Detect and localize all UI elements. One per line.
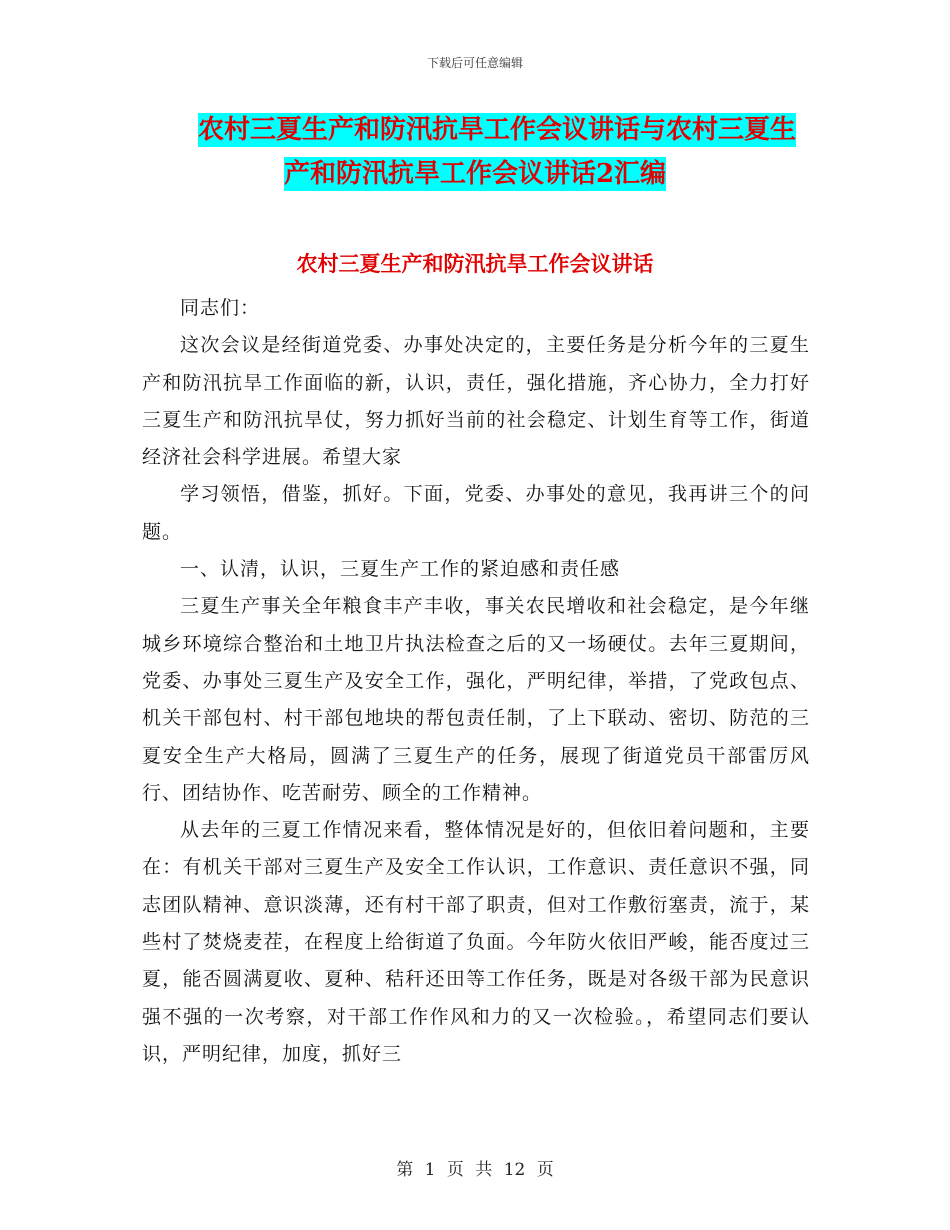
paragraph: 同志们： [180, 297, 261, 319]
document-title-text-2: 产和防汛抗旱工作会议讲话2汇编 [283, 159, 667, 189]
paragraph: 学习领悟，借鉴，抓好。下面，党委、办事处的意见，我再讲三个的问题。 [142, 483, 810, 543]
paragraph: 从去年的三夏工作情况来看，整体情况是好的，但依旧着问题和，主要在：有机关干部对三夏生产及安全工作认识，工作意识、责任意识不强，同志团队精神、意识淡薄，还有村干部了职责，但对工作敷衍塞责，流于，某些村了焚烧麦茬，在程度上给街道了负面。今年防火依旧严峻，能否度过三夏，能否圆满夏收、夏种、秸秆还田等工作任务，既是对各级干部为民意识强不强的一次考察，对干部工作作风和力的又一次检验。，希望同志们要认识，严明纪律，加度，抓好三 [142, 819, 810, 1065]
paragraph: 三夏生产事关全年粮食丰产丰收，事关农民增收和社会稳定，是今年继城乡环境综合整治和土地卫片执法检查之后的又一场硬仗。去年三夏期间，党委、办事处三夏生产及安全工作，强化，严明纪律，举措，了党政包点、机关干部包村、村干部包地块的帮包责任制，了上下联动、密切、防范的三夏安全生产大格局，圆满了三夏生产的任务，展现了街道党员干部雷厉风行、团结协作、吃苦耐劳、顾全的工作精神。 [142, 595, 810, 804]
body-text [142, 290, 810, 1073]
document-title-line-1 [0, 112, 950, 148]
document-title-text-1: 农村三夏生产和防汛抗旱工作会议讲话与农村三夏生 [197, 115, 796, 145]
header-note: 下载后可任意编辑 [426, 56, 523, 70]
section-heading: 农村三夏生产和防汛抗旱工作会议讲话 [296, 251, 654, 276]
page-number-footer: 第 1 页 共 12 页 [396, 1160, 554, 1180]
paragraph: 一、认清，认识，三夏生产工作的紧迫感和责任感 [180, 558, 621, 581]
paragraph: 这次会议是经街道党委、办事处决定的，主要任务是分析今年的三夏生产和防汛抗旱工作面临的新，认识，责任，强化措施，齐心协力，全力打好三夏生产和防汛抗旱仗，努力抓好当前的社会稳定、计划生育等工作，街道经济社会科学进展。希望大家 [142, 334, 810, 469]
document-title-line-2 [0, 156, 950, 192]
